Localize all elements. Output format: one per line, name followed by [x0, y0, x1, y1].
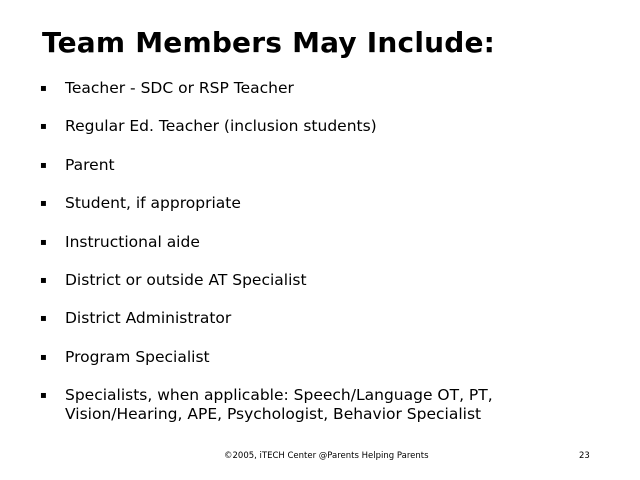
- bullet-icon: ▪: [40, 159, 47, 171]
- bullet-icon: ▪: [40, 83, 47, 94]
- bullet-icon: ▪: [40, 198, 47, 210]
- bullet-item: [40, 348, 610, 386]
- slide-title: Team Members May Include:: [42, 26, 496, 59]
- bullet-item: [40, 271, 610, 309]
- bullet-item: [40, 117, 610, 155]
- bullet-item: [40, 79, 610, 117]
- bullet-list: [40, 79, 610, 424]
- bullet-text: Instructional aide: [65, 232, 200, 251]
- bullet-text: Regular Ed. Teacher (inclusion students): [65, 117, 377, 136]
- bullet-icon: ▪: [40, 351, 47, 363]
- bullet-icon: ▪: [40, 121, 47, 133]
- bullet-text: Student, if appropriate: [65, 194, 241, 213]
- bullet-text: Specialists, when applicable: Speech/Language OT, PT, Vision/Hearing, APE, Psychologist, Behavior Specialist: [65, 386, 493, 424]
- bullet-item: [40, 309, 610, 347]
- bullet-text: District or outside AT Specialist: [65, 270, 307, 289]
- bullet-text: Parent: [65, 155, 115, 174]
- bullet-item: [40, 233, 610, 271]
- bullet-icon: ▪: [40, 390, 47, 402]
- bullet-icon: ▪: [40, 274, 47, 286]
- bullet-text: District Administrator: [65, 309, 232, 328]
- bullet-text: Teacher - SDC or RSP Teacher: [65, 79, 294, 97]
- bullet-icon: ▪: [40, 236, 47, 248]
- bullet-item: [40, 194, 610, 232]
- page-number: 23: [579, 451, 590, 461]
- bullet-text: Program Specialist: [65, 347, 210, 366]
- bullet-item: [40, 156, 610, 194]
- bullet-icon: ▪: [40, 313, 47, 325]
- footer-copyright: ©2005, iTECH Center @Parents Helping Parents: [224, 451, 429, 461]
- bullet-item: [40, 386, 610, 424]
